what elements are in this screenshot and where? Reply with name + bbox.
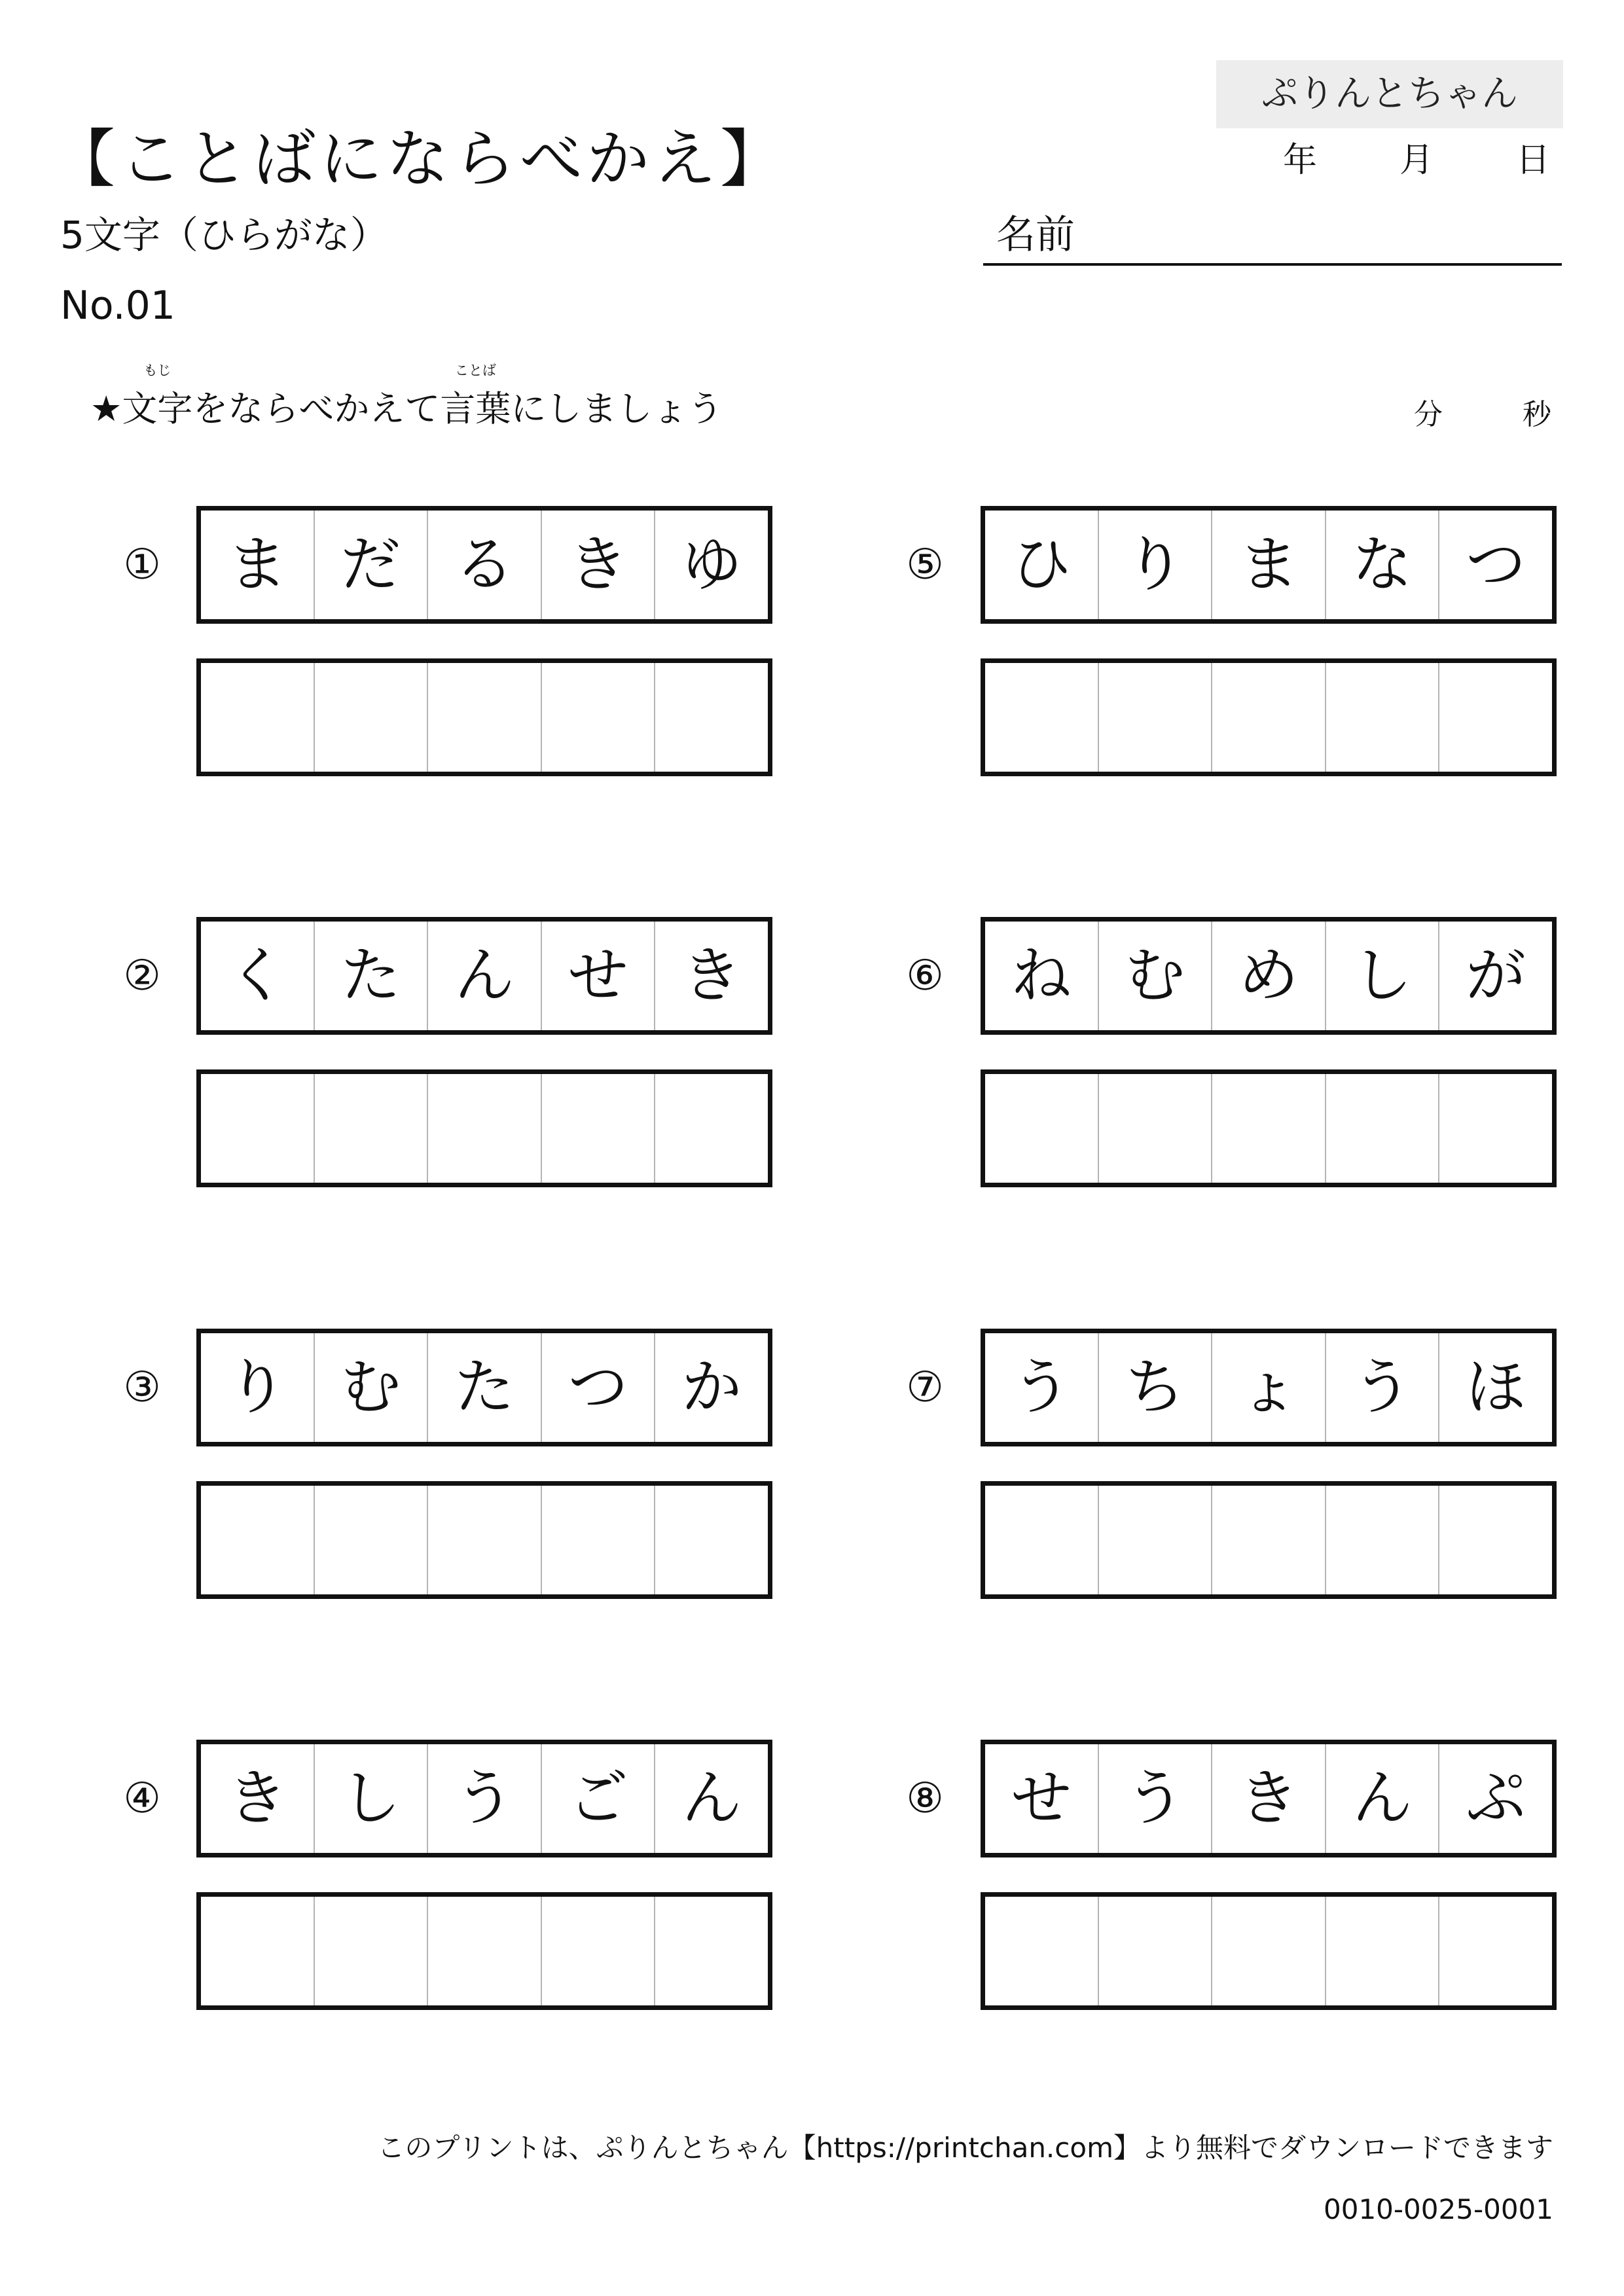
answer-cell[interactable] — [427, 1486, 541, 1594]
answer-cell[interactable] — [1438, 663, 1552, 772]
letter-cell: ぷ — [1438, 1744, 1552, 1853]
answer-cell[interactable] — [427, 1897, 541, 2005]
question-5-letters — [981, 506, 1557, 624]
answer-cell[interactable] — [201, 663, 314, 772]
name-label: 名前 — [996, 212, 1075, 258]
letter-cell: ち — [1098, 1333, 1212, 1442]
letter-cell: ょ — [1211, 1333, 1325, 1442]
answer-cell[interactable] — [541, 1074, 655, 1183]
letter-cell: き — [654, 922, 768, 1030]
instruction-kotoba-base: 言葉 — [440, 388, 511, 429]
letter-cell: つ — [541, 1333, 655, 1442]
answer-cell[interactable] — [1438, 1074, 1552, 1183]
footer-note: このプリントは、ぷりんとちゃん【https://printchan.com】より無料でダウンロードできます — [377, 2132, 1553, 2164]
question-1-answer[interactable] — [196, 658, 772, 776]
question-6-answer[interactable] — [981, 1069, 1557, 1187]
question-number-3: ③ — [123, 1363, 161, 1412]
answer-cell[interactable] — [985, 1074, 1098, 1183]
letter-cell: が — [1438, 922, 1552, 1030]
answer-cell[interactable] — [1325, 1486, 1439, 1594]
answer-cell[interactable] — [1325, 1897, 1439, 2005]
answer-cell[interactable] — [985, 663, 1098, 772]
question-6-letters — [981, 917, 1557, 1035]
question-8-letters — [981, 1740, 1557, 1857]
answer-cell[interactable] — [985, 1897, 1098, 2005]
brand-label: ぷりんとちゃん — [1216, 60, 1563, 128]
answer-cell[interactable] — [654, 1074, 768, 1183]
ruby-moji: もじ — [143, 363, 171, 378]
answer-cell[interactable] — [541, 663, 655, 772]
letter-cell: し — [1325, 922, 1439, 1030]
seconds-label: 秒 — [1523, 398, 1551, 431]
letter-cell: ん — [1325, 1744, 1439, 1853]
letter-cell: き — [541, 511, 655, 619]
question-number-5: ⑤ — [906, 541, 944, 589]
question-number-7: ⑦ — [906, 1363, 944, 1412]
question-4-answer[interactable] — [196, 1892, 772, 2010]
minutes-label: 分 — [1414, 398, 1443, 431]
letter-cell: た — [427, 1333, 541, 1442]
answer-cell[interactable] — [427, 1074, 541, 1183]
letter-cell: だ — [314, 511, 427, 619]
answer-cell[interactable] — [654, 663, 768, 772]
answer-cell[interactable] — [1211, 1486, 1325, 1594]
question-4-letters — [196, 1740, 772, 1857]
letter-cell: か — [654, 1333, 768, 1442]
letter-cell: め — [1211, 922, 1325, 1030]
letter-cell: き — [226, 1763, 287, 1833]
answer-cell[interactable] — [1098, 1897, 1212, 2005]
answer-cell[interactable] — [201, 1074, 314, 1183]
letter-cell: う — [427, 1744, 541, 1853]
page-subtitle: 5文字（ひらがな） — [60, 213, 388, 257]
month-label: 月 — [1399, 141, 1434, 180]
answer-cell[interactable] — [1438, 1897, 1552, 2005]
question-number-2: ② — [123, 952, 161, 1000]
year-label: 年 — [1283, 141, 1318, 180]
question-1-letters — [196, 506, 772, 624]
question-2-answer[interactable] — [196, 1069, 772, 1187]
question-8-answer[interactable] — [981, 1892, 1557, 2010]
answer-cell[interactable] — [1098, 1074, 1212, 1183]
answer-cell[interactable] — [541, 1486, 655, 1594]
answer-cell[interactable] — [1211, 1074, 1325, 1183]
question-7-answer[interactable] — [981, 1481, 1557, 1599]
question-number-8: ⑧ — [906, 1774, 944, 1823]
instruction-kotoba — [440, 363, 511, 436]
answer-cell[interactable] — [201, 1486, 314, 1594]
letter-cell: ま — [226, 529, 287, 600]
letter-cell: ん — [427, 922, 541, 1030]
letter-cell: く — [226, 941, 287, 1011]
question-3-letters — [196, 1329, 772, 1446]
letter-cell: ご — [541, 1744, 655, 1853]
letter-cell: ね — [1011, 941, 1072, 1011]
instruction-moji — [122, 363, 193, 436]
answer-cell[interactable] — [314, 1486, 427, 1594]
instruction-middle: をならべかえて — [192, 388, 441, 429]
answer-cell[interactable] — [985, 1486, 1098, 1594]
instruction-text — [90, 363, 723, 436]
question-7-letters — [981, 1329, 1557, 1446]
question-number-4: ④ — [123, 1774, 161, 1823]
answer-cell[interactable] — [654, 1897, 768, 2005]
answer-cell[interactable] — [1325, 1074, 1439, 1183]
letter-cell: む — [1098, 922, 1212, 1030]
answer-cell[interactable] — [1098, 663, 1212, 772]
worksheet-number: No.01 — [60, 283, 175, 329]
letter-cell: ほ — [1438, 1333, 1552, 1442]
question-number-6: ⑥ — [906, 952, 944, 1000]
letter-cell: う — [1098, 1744, 1212, 1853]
answer-cell[interactable] — [427, 663, 541, 772]
document-code: 0010-0025-0001 — [1324, 2193, 1553, 2225]
instruction-moji-base: 文字 — [122, 388, 193, 429]
letter-cell: り — [1098, 511, 1212, 619]
name-field-line[interactable] — [983, 263, 1562, 266]
answer-cell[interactable] — [314, 663, 427, 772]
letter-cell: ひ — [1011, 529, 1072, 600]
letter-cell: む — [314, 1333, 427, 1442]
letter-cell: せ — [541, 922, 655, 1030]
answer-cell[interactable] — [201, 1897, 314, 2005]
answer-cell[interactable] — [1211, 1897, 1325, 2005]
letter-cell: な — [1325, 511, 1439, 619]
instruction-suffix: にしましょう — [511, 388, 723, 429]
answer-cell[interactable] — [1211, 663, 1325, 772]
question-number-1: ① — [123, 541, 161, 589]
answer-cell[interactable] — [314, 1074, 427, 1183]
letter-cell: り — [226, 1352, 287, 1422]
answer-cell[interactable] — [1098, 1486, 1212, 1594]
question-3-answer[interactable] — [196, 1481, 772, 1599]
page-title: 【ことばにならべかえ】 — [52, 122, 787, 196]
letter-cell: せ — [1011, 1763, 1072, 1833]
answer-cell[interactable] — [654, 1486, 768, 1594]
answer-cell[interactable] — [541, 1897, 655, 2005]
question-2-letters — [196, 917, 772, 1035]
letter-cell: し — [314, 1744, 427, 1853]
letter-cell: ん — [654, 1744, 768, 1853]
letter-cell: ま — [1211, 511, 1325, 619]
letter-cell: き — [1211, 1744, 1325, 1853]
letter-cell: る — [427, 511, 541, 619]
answer-cell[interactable] — [1438, 1486, 1552, 1594]
answer-cell[interactable] — [1325, 663, 1439, 772]
letter-cell: う — [1325, 1333, 1439, 1442]
answer-cell[interactable] — [314, 1897, 427, 2005]
day-label: 日 — [1516, 141, 1551, 180]
letter-cell: つ — [1438, 511, 1552, 619]
ruby-kotoba: ことば — [454, 363, 496, 378]
letter-cell: う — [1011, 1352, 1072, 1422]
star-icon: ★ — [90, 388, 122, 429]
letter-cell: た — [314, 922, 427, 1030]
letter-cell: ゆ — [654, 511, 768, 619]
question-5-answer[interactable] — [981, 658, 1557, 776]
